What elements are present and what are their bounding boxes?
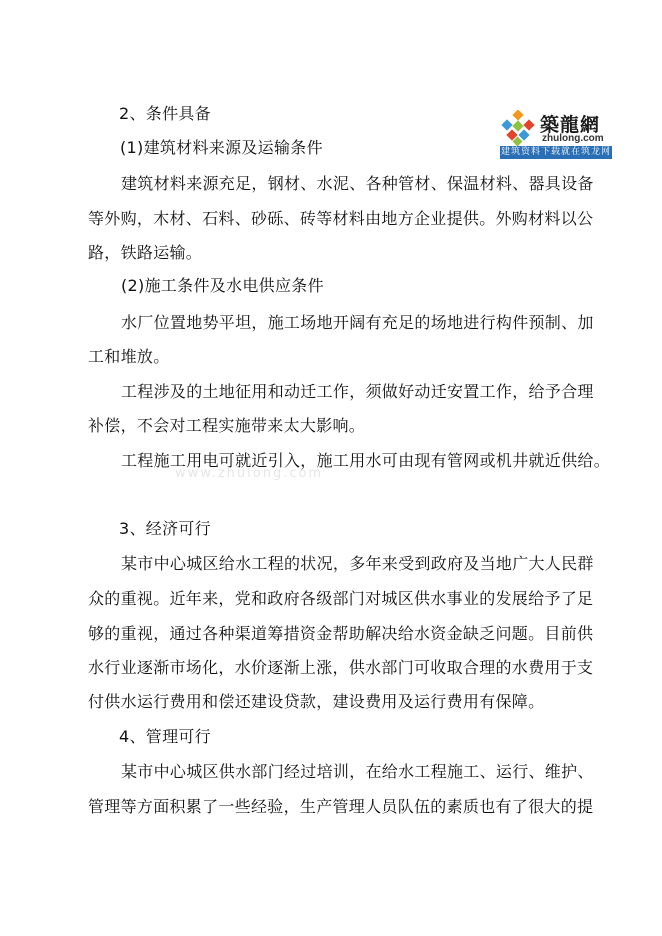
paragraph-line: 某市中心城区给水工程的状况，多年来受到政府及当地广大人民群: [121, 554, 594, 573]
logo-banner: 建筑资料下载就在筑龙网: [500, 147, 611, 157]
heading-economic: 3、经济可行: [119, 519, 211, 538]
heading-conditions: 2、条件具备: [119, 104, 211, 123]
subheading-materials: (1)建筑材料来源及运输条件: [120, 138, 323, 157]
paragraph-line: 够的重视，通过各种渠道筹措资金帮助解决给水资金缺乏问题。目前供: [88, 624, 594, 643]
heading-management: 4、管理可行: [119, 727, 211, 746]
paragraph-line: 付供水运行费用和偿还建设贷款，建设费用及运行费用有保障。: [88, 692, 545, 711]
paragraph-line: 某市中心城区供水部门经过培训，在给水工程施工、运行、维护、: [121, 762, 594, 781]
paragraph-line: 路，铁路运输。: [88, 243, 203, 262]
zhulong-logo-icon: [500, 110, 536, 146]
paragraph-line: 工程涉及的土地征用和动迁工作，须做好动迁安置工作，给予合理: [121, 382, 594, 401]
paragraph-line: 水行业逐渐市场化，水价逐渐上涨，供水部门可收取合理的水费用于支: [88, 658, 594, 677]
paragraph-line: 工和堆放。: [88, 347, 170, 366]
logo-domain: zhulong.com: [542, 133, 604, 144]
paragraph-line: 管理等方面积累了一些经验，生产管理人员队伍的素质也有了很大的提: [88, 797, 594, 816]
zhulong-logo: [500, 108, 612, 162]
paragraph-line: 工程施工用电可就近引入，施工用水可由现有管网或机井就近供给。: [121, 451, 611, 470]
paragraph-line: 建筑材料来源充足，钢材、水泥、各种管材、保温材料、器具设备: [121, 174, 594, 193]
paragraph-line: 众的重视。近年来，党和政府各级部门对城区供水事业的发展给予了足: [88, 589, 594, 608]
subheading-construction: (2)施工条件及水电供应条件: [121, 276, 324, 295]
paragraph-line: 水厂位置地势平坦，施工场地开阔有充足的场地进行构件预制、加: [121, 313, 594, 332]
watermark: www.zhulong.com: [175, 466, 324, 480]
logo-name: 築龍網: [540, 114, 601, 136]
paragraph-line: 补偿，不会对工程实施带来太大影响。: [88, 416, 366, 435]
paragraph-line: 等外购，木材、石料、砂砾、砖等材料由地方企业提供。外购材料以公: [88, 209, 594, 228]
